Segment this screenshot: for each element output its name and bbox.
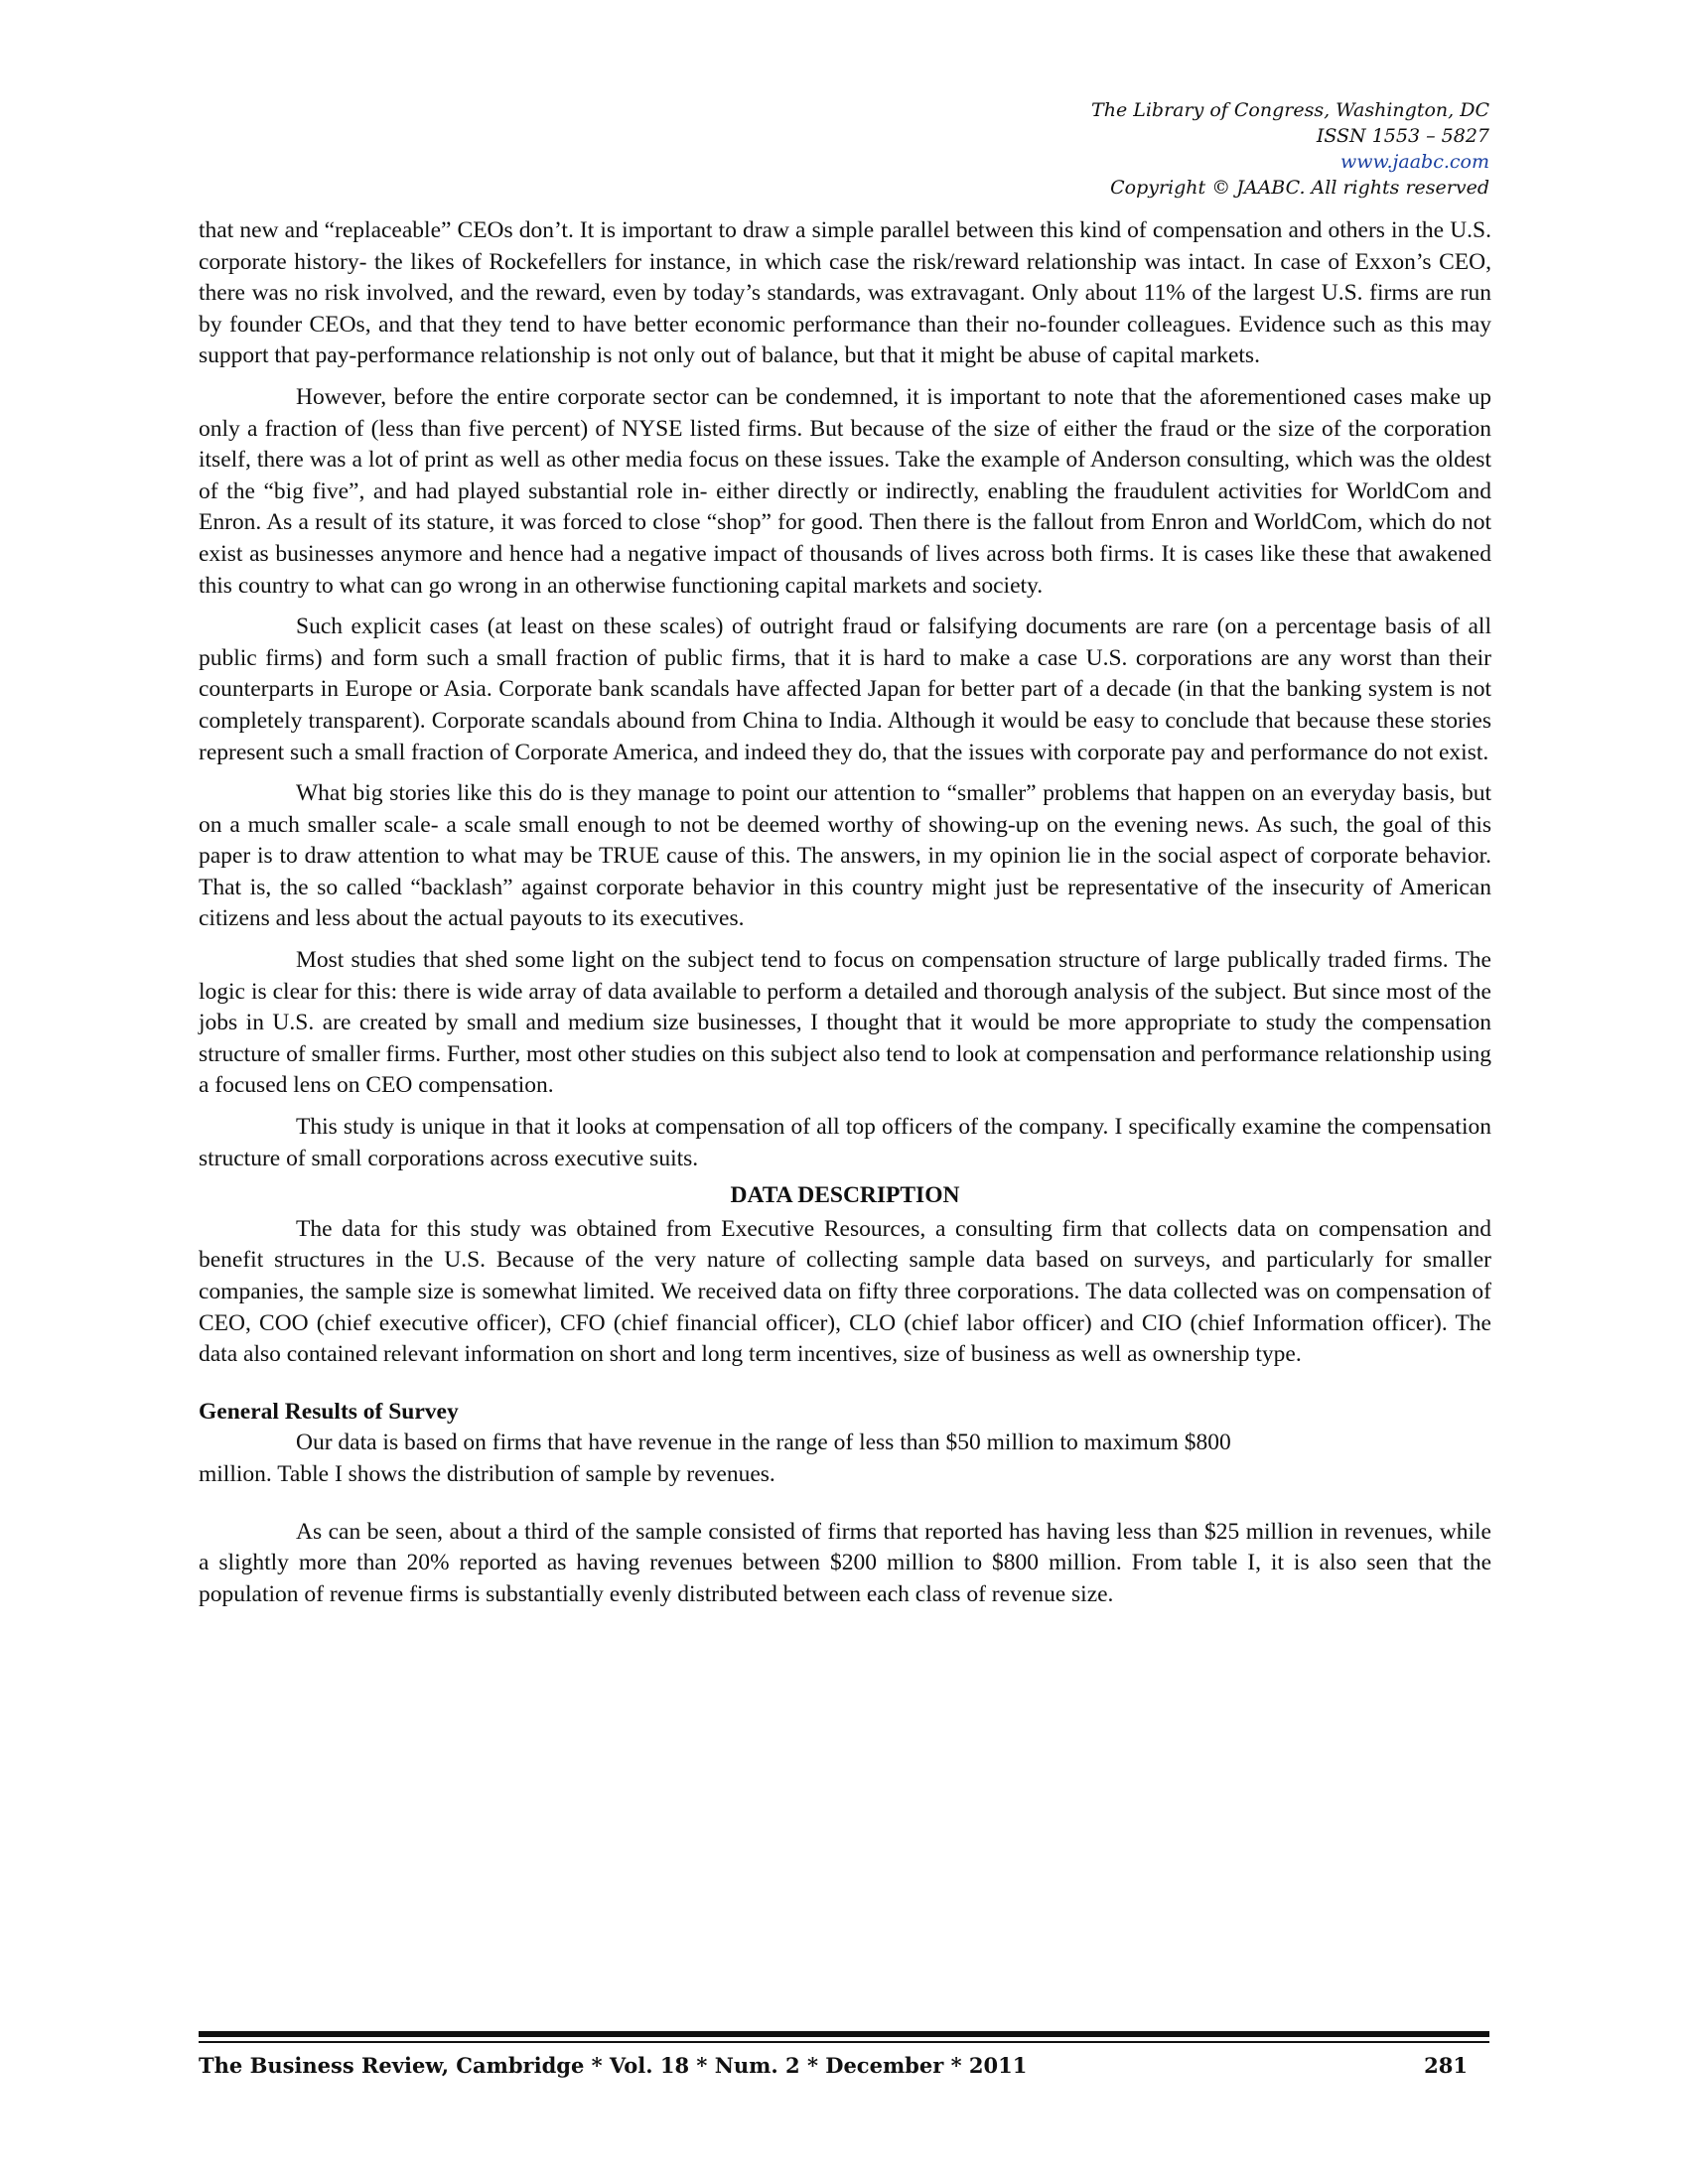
page-header [1091,97,1489,201]
header-issn: ISSN 1553 – 5827 [1316,125,1489,147]
footer-journal-citation: The Business Review, Cambridge * Vol. 18 * Num. 2 * December * 2011 [199,2053,1028,2078]
footer-page-number: 281 [1424,2053,1468,2078]
article-body [199,215,1491,1610]
header-website-link[interactable]: www.jaabc.com [1339,151,1489,173]
footer-rule-thick [199,2031,1489,2037]
paragraph-8-line-2: million. Table I shows the distribution of sample by revenues. [199,1460,775,1487]
paragraph-1: that new and “replaceable” CEOs don’t. It is important to draw a simple parallel between this kind of compensation and others in the U.S. corporate history- the likes of Rockefellers for instance, in which case the risk/reward relationship was intact. In case of Exxon’s CEO, there was no risk involved, and the reward, even by today’s standards, was extravagant. Only about 11% of the largest U.S. firms are run by founder CEOs, and that they tend to have better economic performance than their no-founder colleagues. Evidence such as this may support that pay-performance relationship is not only out of balance, but that it might be abuse of capital markets. [199,217,1491,369]
paragraph-4: What big stories like this do is they manage to point our attention to “smaller” problems that happen on an everyday basis, but on a much smaller scale- a scale small enough to not be deemed worthy of showing-up on the evening news. As such, the goal of this paper is to draw attention to what may be TRUE cause of this. The answers, in my opinion lie in the social aspect of corporate behavior. That is, the so called “backlash” against corporate behavior in this country might just be representative of the insecurity of American citizens and less about the actual payouts to its executives. [199,780,1491,932]
paragraph-3: Such explicit cases (at least on these scales) of outright fraud or falsifying documents are rare (on a percentage basis of all public firms) and form such a small fraction of public firms, that it is hard to make a case U.S. corporations are any worst than their counterparts in Europe or Asia. Corporate bank scandals have affected Japan for better part of a decade (in that the banking system is not completely transparent). Corporate scandals abound from China to India. Although it would be easy to conclude that because these stories represent such a small fraction of Corporate America, and indeed they do, that the issues with corporate pay and performance do not exist. [199,614,1491,765]
paragraph-6: This study is unique in that it looks at compensation of all top officers of the company. I specifically examine the compensation structure of small corporations across executive suits. [199,1114,1491,1171]
paragraph-7: The data for this study was obtained from Executive Resources, a consulting firm that collects data on compensation and benefit structures in the U.S. Because of the very nature of collecting sample data based on surveys, and particularly for smaller companies, the sample size is somewhat limited. We received data on fifty three corporations. The data collected was on compensation of CEO, COO (chief executive officer), CFO (chief financial officer), CLO (chief labor officer) and CIO (chief Information officer). The data also contained relevant information on short and long term incentives, size of business as well as ownership type. [199,1215,1491,1368]
paragraph-9: As can be seen, about a third of the sample consisted of firms that reported has having less than $25 million in revenues, while a slightly more than 20% reported as having revenues between $200 million to $800 million. From table I, it is also seen that the population of revenue firms is substantially evenly distributed between each class of revenue size. [199,1518,1491,1607]
paragraph-2: However, before the entire corporate sector can be condemned, it is important to note that the aforementioned cases make up only a fraction of (less than five percent) of NYSE listed firms. But because of the size of either the fraud or the size of the corporation itself, there was a lot of print as well as other media focus on these issues. Take the example of Anderson consulting, which was the oldest of the “big five”, and had played substantial role in- either directly or indirectly, enabling the fraudulent activities for WorldCom and Enron. As a result of its stature, it was forced to close “shop” for good. Then there is the fallout from Enron and WorldCom, which do not exist as businesses anymore and hence had a negative impact of thousands of lives across both firms. It is cases like these that awakened this country to what can go wrong in an otherwise functioning capital markets and society. [199,383,1491,599]
section-title-data-description: DATA DESCRIPTION [730,1182,960,1209]
header-library: The Library of Congress, Washington, DC [1091,99,1489,121]
subsection-title-general-results: General Results of Survey [199,1398,459,1425]
header-copyright: Copyright © JAABC. All rights reserved [1110,177,1489,199]
paragraph-8-line-1: Our data is based on firms that have revenue in the range of less than $50 million to maximum $800 [296,1430,1231,1456]
paragraph-5: Most studies that shed some light on the subject tend to focus on compensation structure of large publically traded firms. The logic is clear for this: there is wide array of data available to perform a detailed and thorough analysis of the subject. But since most of the jobs in U.S. are created by small and medium size businesses, I thought that it would be more appropriate to study the compensation structure of smaller firms. Further, most other studies on this subject also tend to look at compensation and performance relationship using a focused lens on CEO compensation. [199,947,1491,1099]
footer-rule-thin [199,2041,1489,2043]
